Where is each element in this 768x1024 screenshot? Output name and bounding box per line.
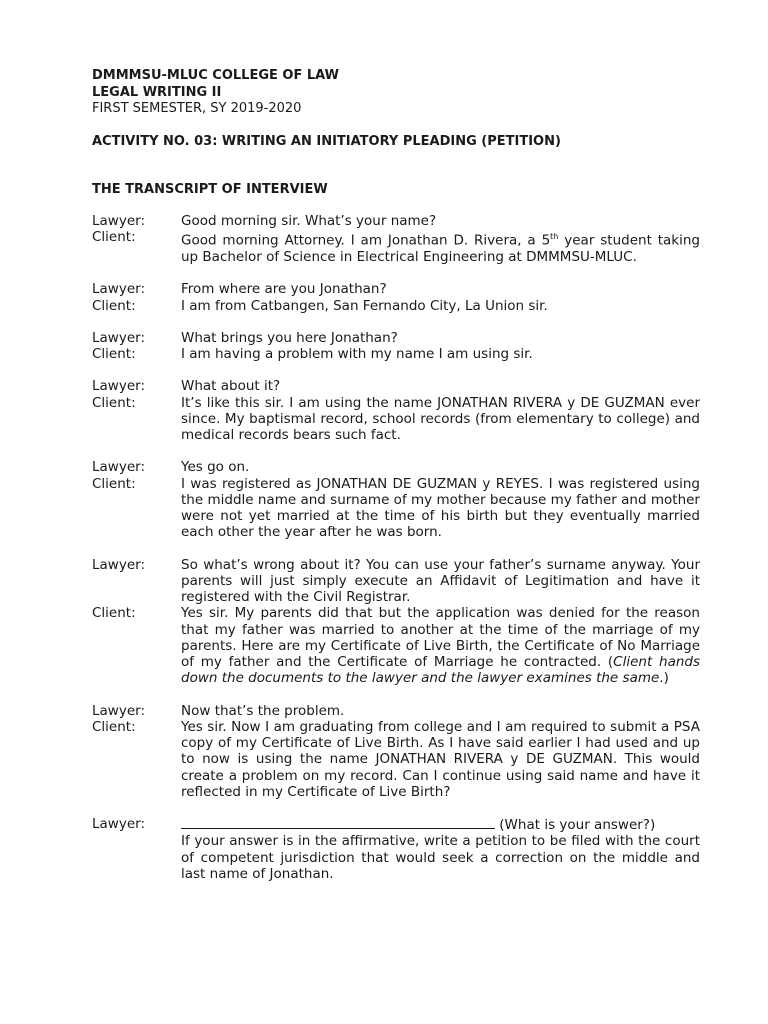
speaker-label: Lawyer: [92,702,145,719]
interview-transcript [92,213,700,882]
course-name: LEGAL WRITING II [92,84,222,100]
speaker-label: Lawyer: [92,378,145,395]
speaker-label: Client: [92,394,136,411]
answer-blank [181,816,495,829]
dialogue-text: It’s like this sir. I am using the name JONATHAN RIVERA y DE GUZMAN ever since. My baptismal record, school records (from elementary to college) and medical records bears such fact. [181,394,700,443]
dialogue-turn-client [92,719,700,800]
answer-line [181,816,700,833]
dialogue-text: I am from Catbangen, San Fernando City, La Union sir. [181,297,548,314]
stage-direction: Client hands down the documents to the lawyer and the lawyer examines the same [181,654,700,687]
speaker-label: Client: [92,475,136,492]
dialogue-text: What brings you here Jonathan? [181,329,398,346]
dialogue-turn-lawyer [92,281,700,297]
semester-line: FIRST SEMESTER, SY 2019-2020 [92,101,302,116]
speaker-label: Lawyer: [92,816,145,832]
speaker-label: Client: [92,297,136,314]
dialogue-text: Yes go on. [181,459,250,476]
dialogue-turn-lawyer [92,703,700,719]
dialogue-text: From where are you Jonathan? [181,281,387,298]
ordinal-suffix: th [550,232,559,242]
dialogue-turn-client [92,346,700,362]
answer-prompt: (What is your answer?) [495,817,656,833]
dialogue-text [181,229,700,265]
dialogue-text: What about it? [181,378,281,395]
speaker-label: Lawyer: [92,459,145,476]
text-segment: .) [659,670,669,687]
document-header [92,68,712,118]
dialogue-turn-lawyer [92,213,700,229]
speaker-label: Lawyer: [92,329,145,346]
dialogue-turn-client [92,395,700,444]
dialogue-text: Good morning sir. What’s your name? [181,213,437,229]
dialogue-text: So what’s wrong about it? You can use your father’s surname anyway. Your parents will just simply execute an Affidavit of Legitimation and have it registered with the Civil Registrar. [181,556,700,605]
text-segment: Good morning Attorney. I am Jonathan D. Rivera, a 5 [181,232,551,249]
dialogue-turn-client [92,229,700,265]
dialogue-turn-lawyer [92,330,700,346]
speaker-label: Lawyer: [92,281,145,298]
petition-instruction: If your answer is in the affirmative, write a petition to be filed with the court of competent jurisdiction that would seek a correction on the middle and last name of Jonathan. [181,833,700,882]
speaker-label: Client: [92,605,136,622]
activity-title: ACTIVITY NO. 03: WRITING AN INITIATORY PLEADING (PETITION) [92,134,561,149]
text-segment: Yes sir. My parents did that but the application was denied for the reason that my father was married to another at the time of the marriage of my parents. Here are my Certificate of Live Birth, the Certificate of No Marriage of my father and the Certificate of Marriage he contracted. ( [181,605,700,670]
dialogue-text: Now that’s the problem. [181,702,345,719]
speaker-label: Client: [92,229,136,246]
dialogue-turn-client [92,298,700,314]
dialogue-turn-client [92,476,700,541]
dialogue-text: Yes sir. Now I am graduating from college and I am required to submit a PSA copy of my Certificate of Live Birth. As I have said earlier I had used and up to now is using the name JONATHAN RIVERA y DE GUZMAN. This would create a problem on my record. Can I continue using said name and have it reflected in my Certificate of Live Birth? [181,718,700,800]
speaker-label: Lawyer: [92,556,145,573]
school-name: DMMMSU-MLUC COLLEGE OF LAW [92,68,339,83]
answer-block [181,816,700,882]
dialogue-turn-lawyer [92,557,700,606]
dialogue-turn-lawyer [92,459,700,475]
dialogue-turn-lawyer [92,378,700,394]
speaker-label: Client: [92,346,136,362]
text-segment: year student taking up Bachelor of Science in Electrical Engineering at DMMMSU-MLUC. [181,232,700,265]
speaker-label: Lawyer: [92,213,145,229]
dialogue-text: I was registered as JONATHAN DE GUZMAN y REYES. I was registered using the middle name and surname of my mother because my father and mother were not yet married at the time of his birth but they eventually married each other the year after he was born. [181,475,700,541]
section-title: THE TRANSCRIPT OF INTERVIEW [92,182,328,197]
dialogue-text [181,605,700,686]
speaker-label: Client: [92,718,136,735]
dialogue-text: I am having a problem with my name I am using sir. [181,346,533,362]
dialogue-turn-client [92,605,700,686]
dialogue-turn-lawyer [92,816,700,882]
